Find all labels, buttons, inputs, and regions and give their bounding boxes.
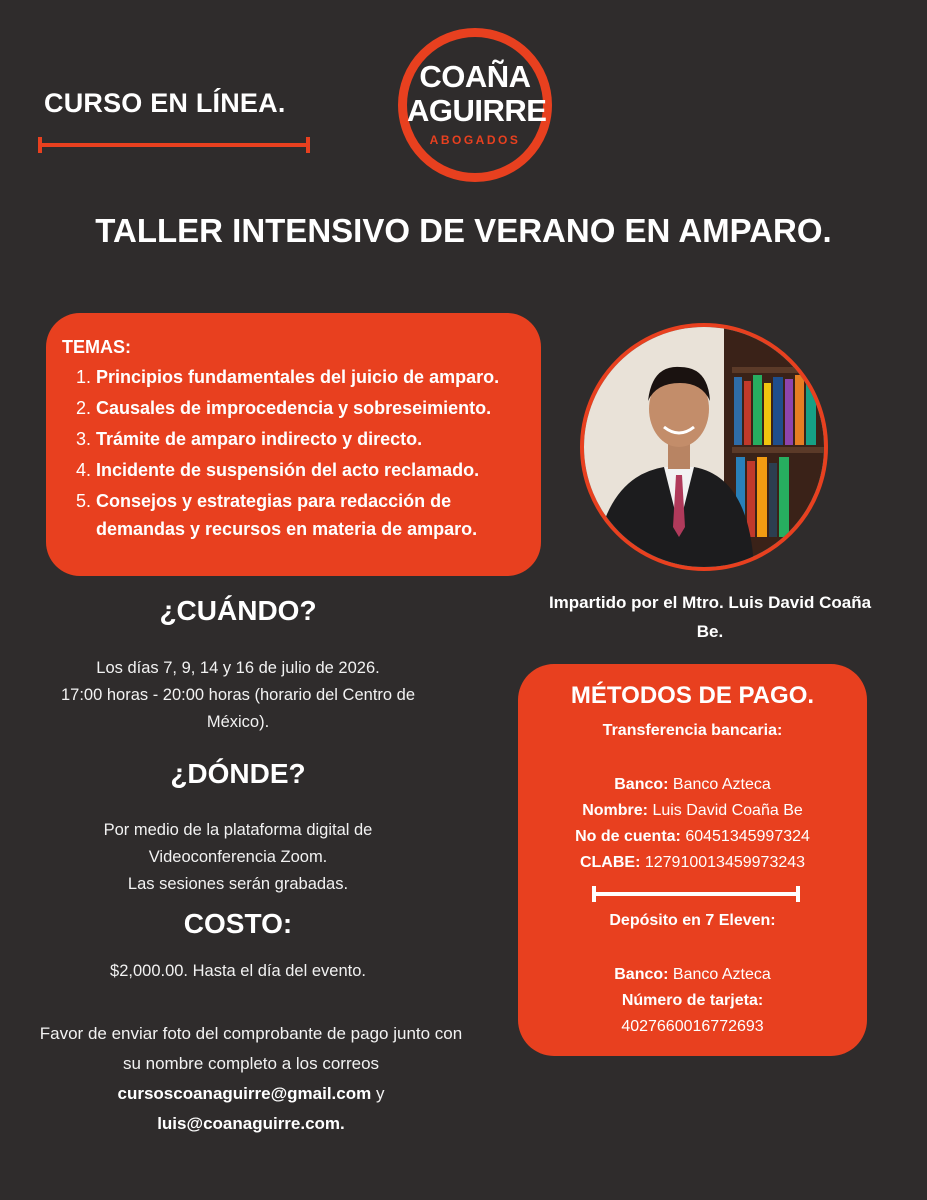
payment-instructions bbox=[30, 1019, 472, 1139]
instructor-caption: Impartido por el Mtro. Luis David Coaña Be. bbox=[548, 593, 872, 641]
topic-item: 4. Incidente de suspensión del acto reclamado. bbox=[76, 460, 480, 480]
email-link-1[interactable]: cursoscoanaguirre@gmail.com bbox=[117, 1084, 372, 1103]
where-platform: Por medio de la plataforma digital de Videoconferencia Zoom. bbox=[103, 821, 373, 866]
course-type-divider bbox=[38, 137, 310, 153]
page-title: TALLER INTENSIVO DE VERANO EN AMPARO. bbox=[95, 212, 832, 249]
logo-line3: ABOGADOS bbox=[429, 133, 521, 147]
email-connector: y bbox=[375, 1084, 385, 1103]
transfer-title: Transferencia bancaria: bbox=[602, 722, 783, 739]
payment-methods-title: MÉTODOS DE PAGO. bbox=[570, 682, 815, 709]
when-dates: Los días 7, 9, 14 y 16 de julio de 2026. bbox=[96, 659, 380, 677]
topic-item: 1. Principios fundamentales del juicio de amparo. bbox=[76, 367, 500, 387]
cost-title: COSTO: bbox=[183, 908, 293, 939]
card-number-label: Número de tarjeta: bbox=[621, 992, 764, 1009]
when-title: ¿CUÁNDO? bbox=[159, 595, 317, 626]
topics-title: TEMAS: bbox=[62, 337, 131, 357]
deposit-title: Depósito en 7 Eleven: bbox=[609, 912, 776, 929]
topics-box bbox=[46, 313, 541, 576]
transfer-account: No de cuenta: 60451345997324 bbox=[575, 828, 810, 845]
course-type-label: CURSO EN LÍNEA. bbox=[44, 88, 286, 118]
where-body bbox=[38, 817, 438, 898]
transfer-clabe: CLABE: 127910013459973243 bbox=[579, 854, 806, 871]
card-number: 4027660016772693 bbox=[621, 1018, 764, 1035]
where-recording: Las sesiones serán grabadas. bbox=[127, 875, 349, 893]
logo-line2: AGUIRRE bbox=[407, 93, 547, 128]
transfer-bank: Banco: Banco Azteca bbox=[614, 776, 771, 793]
when-hours: 17:00 horas - 20:00 horas (horario del Centro de México). bbox=[60, 686, 416, 731]
where-title: ¿DÓNDE? bbox=[170, 758, 306, 789]
transfer-name: Nombre: Luis David Coaña Be bbox=[582, 802, 803, 819]
logo-line1: COAÑA bbox=[419, 59, 531, 94]
topic-item: 3. Trámite de amparo indirecto y directo. bbox=[76, 429, 423, 449]
instructions-text: Favor de enviar foto del comprobante de pago junto con su nombre completo a los correos bbox=[39, 1024, 463, 1073]
firm-logo bbox=[398, 28, 552, 182]
when-body bbox=[38, 655, 438, 736]
deposit-bank: Banco: Banco Azteca bbox=[614, 966, 771, 983]
topics-list bbox=[76, 363, 536, 546]
instructor-photo bbox=[580, 323, 828, 571]
payment-methods-box bbox=[518, 664, 867, 1056]
payment-divider bbox=[592, 886, 800, 902]
email-link-2[interactable]: luis@coanaguirre.com. bbox=[157, 1114, 345, 1133]
topic-item: 5. Consejos y estrategias para redacción de demandas y recursos en materia de amparo. bbox=[76, 491, 478, 539]
topic-item: 2. Causales de improcedencia y sobreseimiento. bbox=[76, 398, 492, 418]
cost-body: $2,000.00. Hasta el día del evento. bbox=[110, 962, 366, 980]
